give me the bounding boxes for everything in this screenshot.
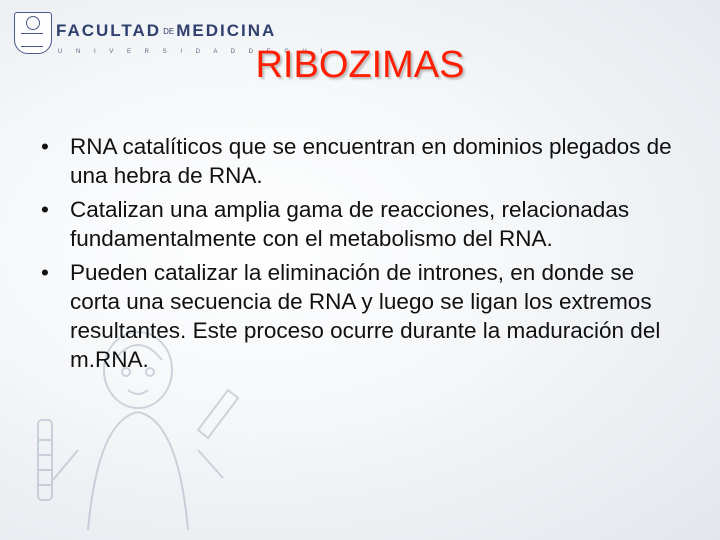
bullet-text: Catalizan una amplia gama de reacciones, relacionadas fundamentalmente con el metabolismo del RNA. — [70, 197, 630, 251]
bullet-text: Pueden catalizar la eliminación de intrones, en donde se corta una secuencia de RNA y luego se ligan los extremos resultantes. Este proceso ocurre durante la maduración del m.RNA. — [70, 260, 661, 372]
bullet-marker: • — [41, 260, 49, 285]
slide-title — [0, 44, 720, 87]
bullet-text: RNA catalíticos que se encuentran en dominios plegados de una hebra de RNA. — [70, 134, 672, 188]
bullet-item — [40, 258, 680, 374]
faculty-name-de: DE — [163, 27, 175, 36]
bullet-list — [40, 132, 680, 379]
slide-title-text: RIBOZIMAS — [255, 44, 465, 86]
bullet-marker: • — [41, 197, 49, 222]
bullet-item — [40, 195, 680, 253]
faculty-name-right: MEDICINA — [176, 21, 277, 40]
faculty-name-left: FACULTAD — [56, 21, 162, 40]
university-name: U N I V E R S I D A D D E C H I — [58, 49, 329, 55]
bullet-marker: • — [41, 134, 49, 159]
bullet-item — [40, 132, 680, 190]
faculty-name — [56, 21, 276, 41]
